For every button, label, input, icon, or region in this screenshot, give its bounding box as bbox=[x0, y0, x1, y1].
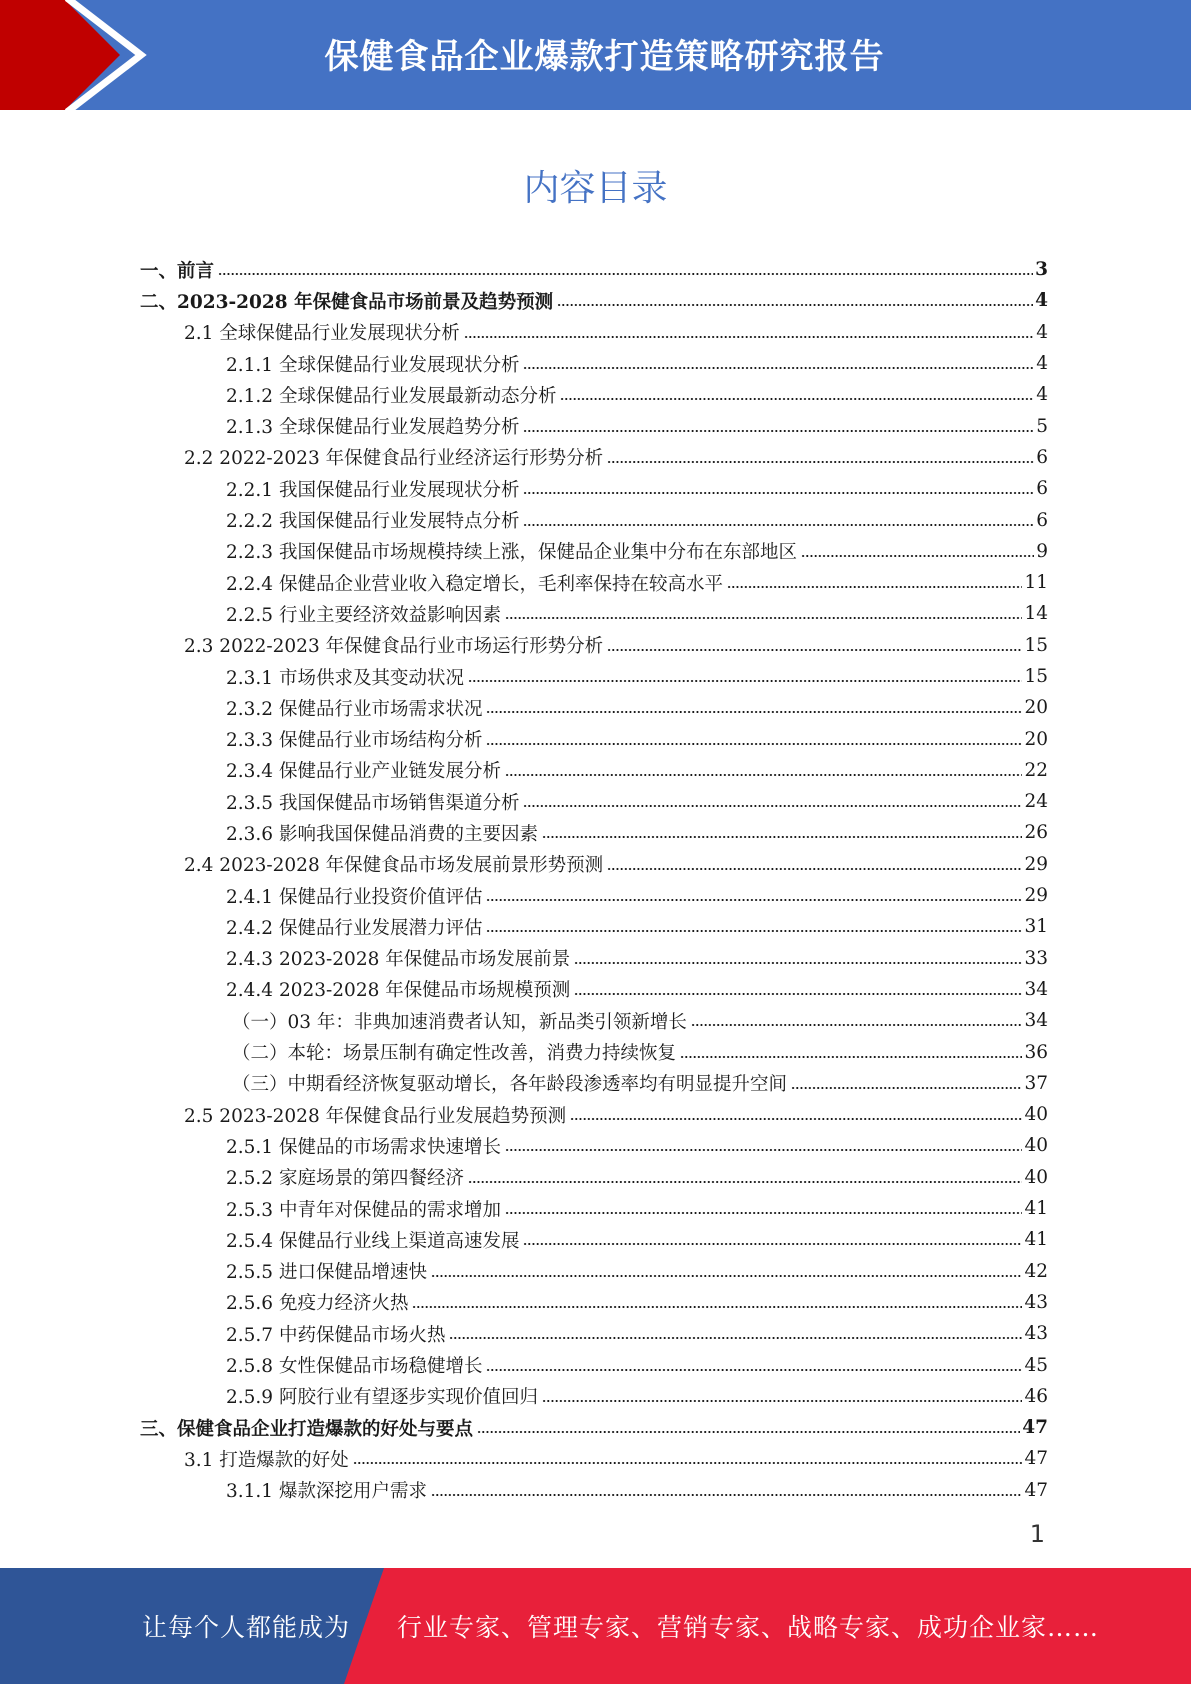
toc-entry[interactable] bbox=[140, 661, 1048, 692]
toc-dot-leader bbox=[468, 1180, 1022, 1184]
toc-entry-page-number: 24 bbox=[1024, 791, 1048, 813]
toc-dot-leader bbox=[486, 710, 1022, 714]
toc-entry-title: 2.5.3 中青年对保健品的需求增加 bbox=[226, 1199, 501, 1221]
toc-entry-page-number: 40 bbox=[1024, 1135, 1048, 1157]
toc-dot-leader bbox=[505, 616, 1022, 620]
toc-entry-title: 2.3.6 影响我国保健品消费的主要因素 bbox=[226, 823, 538, 845]
toc-entry-title: 2.3 2022-2023 年保健食品行业市场运行形势分析 bbox=[184, 636, 604, 658]
toc-entry-page-number: 47 bbox=[1024, 1448, 1048, 1470]
toc-entry-page-number: 40 bbox=[1024, 1166, 1048, 1188]
toc-entry-page-number: 34 bbox=[1024, 978, 1048, 1000]
toc-entry[interactable] bbox=[140, 1036, 1048, 1067]
toc-entry-page-number: 15 bbox=[1024, 666, 1048, 687]
toc-dot-leader bbox=[505, 1211, 1022, 1215]
toc-entry-page-number: 41 bbox=[1024, 1229, 1048, 1251]
toc-entry-title: 2.5.8 女性保健品市场稳健增长 bbox=[226, 1356, 483, 1378]
toc-entry[interactable] bbox=[140, 410, 1048, 441]
toc-entry-page-number: 26 bbox=[1024, 822, 1048, 844]
toc-entry[interactable] bbox=[140, 755, 1048, 786]
toc-entry[interactable] bbox=[140, 1099, 1048, 1130]
toc-entry[interactable] bbox=[140, 379, 1048, 410]
toc-entry-title: 2.5.5 进口保健品增速快 bbox=[226, 1262, 427, 1284]
toc-entry[interactable] bbox=[140, 974, 1048, 1005]
toc-entry-page-number: 11 bbox=[1024, 572, 1048, 594]
toc-entry-page-number: 37 bbox=[1024, 1072, 1048, 1094]
toc-entry-page-number: 34 bbox=[1024, 1010, 1048, 1032]
toc-entry-title: 三、保健食品企业打造爆款的好处与要点 bbox=[140, 1418, 474, 1440]
toc-entry[interactable] bbox=[140, 630, 1048, 661]
toc-entry-title: （二）本轮：场景压制有确定性改善，消费力持续恢复 bbox=[232, 1043, 677, 1065]
toc-entry-page-number: 15 bbox=[1024, 634, 1048, 656]
toc-entry[interactable] bbox=[140, 1475, 1048, 1506]
toc-entry-title: 2.3.3 保健品行业市场结构分析 bbox=[226, 730, 483, 752]
toc-entry-title: 2.2 2022-2023 年保健食品行业经济运行形势分析 bbox=[184, 448, 604, 470]
toc-entry-title: （三）中期看经济恢复驱动增长，各年龄段渗透率均有明显提升空间 bbox=[232, 1074, 788, 1096]
toc-entry[interactable] bbox=[140, 254, 1048, 285]
toc-dot-leader bbox=[218, 272, 1033, 276]
toc-entry-title: 2.2.3 我国保健品市场规模持续上涨，保健品企业集中分布在东部地区 bbox=[226, 542, 797, 564]
toc-entry-page-number: 6 bbox=[1036, 446, 1048, 468]
toc-dot-leader bbox=[607, 648, 1022, 652]
toc-entry[interactable] bbox=[140, 1381, 1048, 1412]
footer-slogan: 让每个人都能成为 bbox=[142, 1613, 351, 1642]
toc-dot-leader bbox=[523, 429, 1034, 433]
toc-entry-title: 2.5.7 中药保健品市场火热 bbox=[226, 1324, 446, 1346]
toc-entry-title: 2.2.5 行业主要经济效益影响因素 bbox=[226, 604, 501, 626]
toc-dot-leader bbox=[505, 773, 1022, 777]
toc-dot-leader bbox=[542, 1399, 1022, 1403]
toc-entry-page-number: 3 bbox=[1035, 259, 1048, 281]
toc-entry-page-number: 20 bbox=[1024, 697, 1048, 719]
toc-entry-title: 2.2.2 我国保健品行业发展特点分析 bbox=[226, 511, 520, 533]
toc-entry[interactable] bbox=[140, 1193, 1048, 1224]
toc-entry-page-number: 20 bbox=[1024, 728, 1048, 750]
toc-entry[interactable] bbox=[140, 786, 1048, 817]
toc-entry[interactable] bbox=[140, 1287, 1048, 1318]
page-number: 1 bbox=[1029, 1520, 1045, 1548]
toc-entry-page-number: 40 bbox=[1024, 1104, 1048, 1126]
toc-entry[interactable] bbox=[140, 1349, 1048, 1380]
toc-dot-leader bbox=[486, 929, 1022, 933]
toc-entry[interactable] bbox=[140, 473, 1048, 504]
toc-entry-page-number: 43 bbox=[1024, 1323, 1048, 1345]
toc-entry-page-number: 36 bbox=[1024, 1041, 1048, 1063]
toc-entry[interactable] bbox=[140, 317, 1048, 348]
toc-entry-title: 2.5.9 阿胶行业有望逐步实现价值回归 bbox=[226, 1387, 538, 1409]
toc-entry-title: 二、2023-2028 年保健食品市场前景及趋势预测 bbox=[140, 291, 554, 313]
toc-entry-page-number: 9 bbox=[1036, 540, 1048, 562]
table-of-contents bbox=[140, 254, 1048, 1506]
toc-entry-page-number: 5 bbox=[1036, 415, 1048, 437]
toc-entry-page-number: 47 bbox=[1022, 1417, 1048, 1439]
toc-entry[interactable] bbox=[140, 1068, 1048, 1099]
toc-dot-leader bbox=[486, 1368, 1022, 1372]
toc-entry[interactable] bbox=[140, 943, 1048, 974]
toc-dot-leader bbox=[464, 335, 1034, 339]
toc-entry-title: 2.2.1 我国保健品行业发展现状分析 bbox=[226, 479, 520, 501]
toc-dot-leader bbox=[431, 1493, 1022, 1497]
footer-banner bbox=[0, 1568, 1191, 1684]
toc-entry-page-number: 4 bbox=[1035, 290, 1048, 312]
toc-dot-leader bbox=[523, 804, 1022, 808]
toc-entry[interactable] bbox=[140, 504, 1048, 535]
toc-entry-title: 2.3.2 保健品行业市场需求状况 bbox=[226, 698, 483, 720]
toc-entry-title: 2.4.3 2023-2028 年保健品市场发展前景 bbox=[226, 949, 571, 971]
toc-entry-title: 2.1.2 全球保健品行业发展最新动态分析 bbox=[226, 385, 557, 407]
toc-entry[interactable] bbox=[140, 1005, 1048, 1036]
toc-dot-leader bbox=[574, 992, 1022, 996]
toc-entry-title: 2.4.4 2023-2028 年保健品市场规模预测 bbox=[226, 980, 571, 1002]
toc-dot-leader bbox=[523, 523, 1034, 527]
toc-dot-leader bbox=[607, 460, 1034, 464]
toc-entry-page-number: 46 bbox=[1024, 1385, 1048, 1407]
toc-entry-page-number: 29 bbox=[1024, 885, 1048, 907]
toc-entry-page-number: 4 bbox=[1036, 353, 1048, 375]
toc-entry-page-number: 42 bbox=[1024, 1260, 1048, 1282]
toc-entry-title: 2.1.3 全球保健品行业发展趋势分析 bbox=[226, 417, 520, 439]
toc-entry-title: 一、前言 bbox=[140, 260, 215, 282]
toc-entry[interactable] bbox=[140, 285, 1048, 316]
toc-entry[interactable] bbox=[140, 1318, 1048, 1349]
toc-entry[interactable] bbox=[140, 1443, 1048, 1474]
toc-entry-page-number: 29 bbox=[1024, 853, 1048, 875]
toc-dot-leader bbox=[680, 1055, 1022, 1059]
toc-entry-title: 2.1.1 全球保健品行业发展现状分析 bbox=[226, 354, 520, 376]
toc-entry-title: 3.1 打造爆款的好处 bbox=[184, 1449, 349, 1471]
toc-dot-leader bbox=[486, 742, 1022, 746]
toc-entry-title: 2.5.4 保健品行业线上渠道高速发展 bbox=[226, 1230, 520, 1252]
toc-entry-page-number: 22 bbox=[1024, 759, 1048, 781]
toc-entry[interactable] bbox=[140, 1162, 1048, 1193]
toc-dot-leader bbox=[523, 366, 1034, 370]
toc-dot-leader bbox=[574, 961, 1022, 965]
toc-entry-page-number: 6 bbox=[1036, 509, 1048, 531]
toc-entry[interactable] bbox=[140, 1130, 1048, 1161]
toc-entry[interactable] bbox=[140, 692, 1048, 723]
toc-entry-title: 2.3.1 市场供求及其变动状况 bbox=[226, 667, 464, 689]
toc-entry-title: 2.5 2023-2028 年保健食品行业发展趋势预测 bbox=[184, 1105, 567, 1127]
toc-entry-title: 3.1.1 爆款深挖用户需求 bbox=[226, 1481, 427, 1503]
toc-entry-title: （一）03 年：非典加速消费者认知，新品类引领新增长 bbox=[232, 1011, 687, 1033]
report-title: 保健食品企业爆款打造策略研究报告 bbox=[324, 36, 885, 77]
toc-dot-leader bbox=[412, 1305, 1022, 1309]
toc-entry[interactable] bbox=[140, 817, 1048, 848]
toc-entry[interactable] bbox=[140, 723, 1048, 754]
toc-entry-title: 2.5.1 保健品的市场需求快速增长 bbox=[226, 1136, 501, 1158]
toc-entry-page-number: 41 bbox=[1024, 1198, 1048, 1220]
toc-entry-title: 2.4.2 保健品行业发展潜力评估 bbox=[226, 917, 483, 939]
toc-entry-title: 2.4.1 保健品行业投资价值评估 bbox=[226, 886, 483, 908]
toc-dot-leader bbox=[449, 1336, 1022, 1340]
footer-expert-list: 行业专家、管理专家、营销专家、战略专家、成功企业家…… bbox=[397, 1613, 1100, 1642]
toc-dot-leader bbox=[791, 1086, 1022, 1090]
toc-dot-leader bbox=[505, 1148, 1022, 1152]
toc-entry[interactable] bbox=[140, 911, 1048, 942]
toc-dot-leader bbox=[557, 303, 1033, 307]
toc-dot-leader bbox=[431, 1274, 1022, 1278]
toc-heading: 内容目录 bbox=[523, 168, 668, 209]
toc-dot-leader bbox=[468, 679, 1022, 683]
toc-entry-title: 2.3.5 我国保健品市场销售渠道分析 bbox=[226, 792, 520, 814]
toc-entry-page-number: 33 bbox=[1024, 947, 1048, 969]
toc-entry-page-number: 4 bbox=[1036, 384, 1048, 406]
header-banner bbox=[0, 0, 1191, 110]
toc-entry-title: 2.5.2 家庭场景的第四餐经济 bbox=[226, 1168, 464, 1190]
toc-dot-leader bbox=[542, 835, 1022, 839]
toc-dot-leader bbox=[691, 1023, 1023, 1027]
toc-entry-page-number: 6 bbox=[1036, 478, 1048, 500]
toc-entry-page-number: 43 bbox=[1024, 1291, 1048, 1313]
toc-dot-leader bbox=[486, 898, 1022, 902]
toc-entry-title: 2.5.6 免疫力经济火热 bbox=[226, 1293, 409, 1315]
toc-entry[interactable] bbox=[140, 567, 1048, 598]
toc-dot-leader bbox=[523, 1242, 1022, 1246]
toc-dot-leader bbox=[727, 585, 1022, 589]
toc-entry-page-number: 47 bbox=[1024, 1479, 1048, 1501]
toc-dot-leader bbox=[523, 491, 1034, 495]
toc-dot-leader bbox=[570, 1117, 1022, 1121]
toc-entry-page-number: 14 bbox=[1024, 603, 1048, 625]
toc-dot-leader bbox=[477, 1430, 1020, 1434]
toc-entry[interactable] bbox=[140, 1256, 1048, 1287]
toc-dot-leader bbox=[607, 867, 1022, 871]
toc-dot-leader bbox=[801, 554, 1034, 558]
toc-entry-title: 2.3.4 保健品行业产业链发展分析 bbox=[226, 761, 501, 783]
toc-entry-page-number: 45 bbox=[1024, 1354, 1048, 1376]
toc-entry[interactable] bbox=[140, 849, 1048, 880]
toc-entry[interactable] bbox=[140, 598, 1048, 629]
toc-entry[interactable] bbox=[140, 880, 1048, 911]
toc-entry[interactable] bbox=[140, 1412, 1048, 1443]
toc-dot-leader bbox=[560, 397, 1034, 401]
toc-entry-page-number: 4 bbox=[1036, 321, 1048, 343]
toc-entry[interactable] bbox=[140, 348, 1048, 379]
toc-entry[interactable] bbox=[140, 442, 1048, 473]
toc-entry[interactable] bbox=[140, 536, 1048, 567]
toc-entry[interactable] bbox=[140, 1224, 1048, 1255]
toc-dot-leader bbox=[353, 1461, 1023, 1465]
toc-entry-title: 2.1 全球保健品行业发展现状分析 bbox=[184, 323, 460, 345]
toc-entry-page-number: 31 bbox=[1024, 916, 1048, 938]
toc-entry-title: 2.4 2023-2028 年保健食品市场发展前景形势预测 bbox=[184, 855, 604, 877]
toc-entry-title: 2.2.4 保健品企业营业收入稳定增长，毛利率保持在较高水平 bbox=[226, 573, 723, 595]
